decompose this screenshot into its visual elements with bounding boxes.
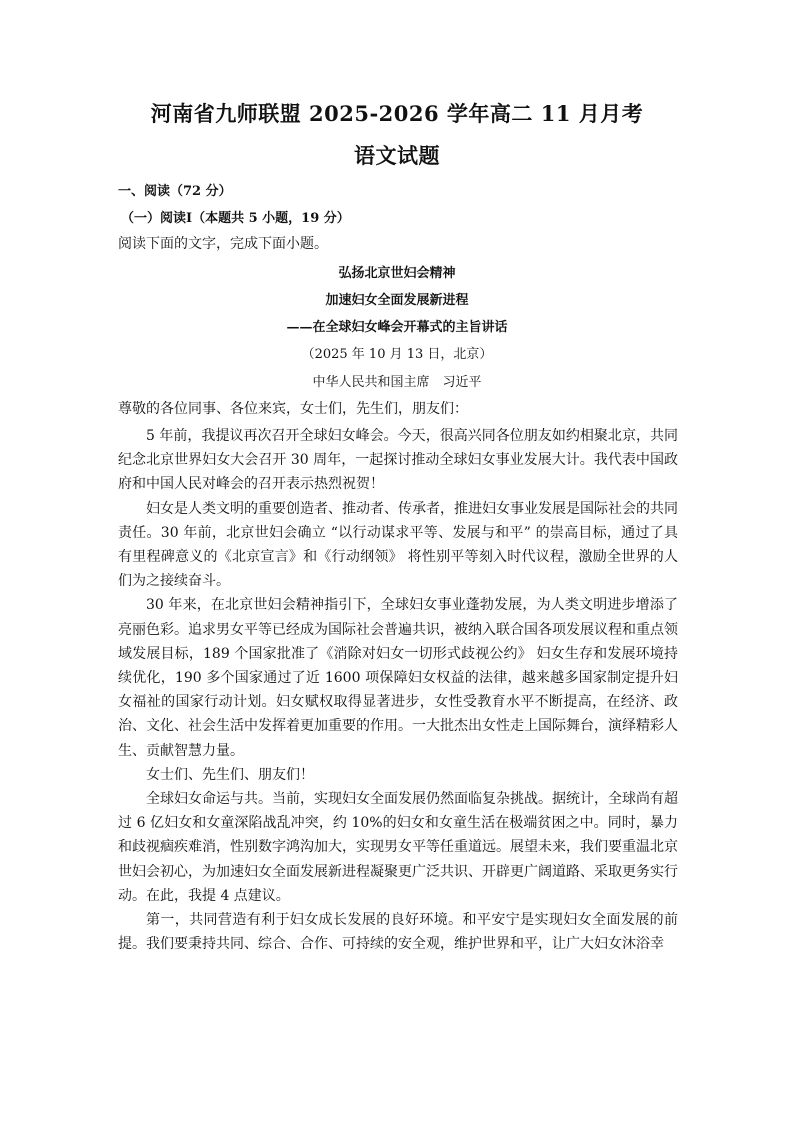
article-subtitle: ——在全球妇女峰会开幕式的主旨讲话	[286, 320, 508, 335]
article-paragraph: 5 年前，我提议再次召开全球妇女峰会。今天，很高兴同各位朋友如约相聚北京，共同纪念北京世界妇女大会召开 30 周年，一起探讨推动全球妇女事业发展大计。我代表中国政府和中国人民对峰会的召开表示热烈祝贺！	[118, 428, 678, 493]
article-title-line-2: 加速妇女全面发展新进程	[325, 293, 469, 308]
article-title-line-1: 弘扬北京世妇会精神	[338, 266, 456, 281]
exam-title: 河南省九师联盟 2025-2026 学年高二 11 月月考	[150, 101, 644, 126]
section-subheading-reading-1: （一）阅读Ⅰ（本题共 5 小题，19 分）	[121, 211, 350, 226]
article-paragraph: 妇女是人类文明的重要创造者、推动者、传承者，推进妇女事业发展是国际社会的共同责任。30 年前，北京世妇会确立 “以行动谋求平等、发展与和平” 的崇高目标，通过了具有里程碑意义的《北京宣言》和《行动纲领》 将性别平等刻入时代议程，激励全世界的人们为之接续奋斗。	[118, 500, 678, 590]
article-body	[118, 424, 678, 956]
exam-subject: 语文试题	[354, 143, 440, 168]
article-paragraph: 女士们、先生们、朋友们！	[146, 766, 314, 783]
article-date: （2025 年 10 月 13 日，北京）	[301, 347, 493, 362]
article-paragraph: 第一，共同营造有利于妇女成长发展的良好环境。和平安宁是实现妇女全面发展的前提。我们要秉持共同、综合、合作、可持续的安全观，维护世界和平，让广大妇女沐浴幸	[118, 912, 678, 953]
article-author: 中华人民共和国主席 习近平	[312, 375, 482, 390]
section-heading-reading: 一、阅读（72 分）	[118, 184, 232, 199]
article-salutation: 尊敬的各位同事、各位来宾，女士们，先生们，朋友们：	[118, 401, 468, 417]
article-paragraph: 全球妇女命运与共。当前，实现妇女全面发展仍然面临复杂挑战。据统计，全球尚有超过 6 亿妇女和女童深陷战乱冲突，约 10%的妇女和女童生活在极端贫困之中。同时，暴力和歧视痼疾难消，性别数字鸿沟加大，实现男女平等任重道远。展望未来，我们要重温北京世妇会初心，为加速妇女全面发展新进程凝聚更广泛共识、开辟更广阔道路、采取更务实行动。在此，我提 4 点建议。	[118, 791, 678, 904]
instruction-text: 阅读下面的文字，完成下面小题。	[118, 236, 328, 252]
article-paragraph: 30 年来，在北京世妇会精神指引下，全球妇女事业蓬勃发展，为人类文明进步增添了亮丽色彩。追求男女平等已经成为国际社会普遍共识，被纳入联合国各项发展议程和重点领域发展目标，189 个国家批准了《消除对妇女一切形式歧视公约》 妇女生存和发展环境持续优化，190 多个国家通过了近 1600 项保障妇女权益的法律，越来越多国家制定提升妇女福祉的国家行动计划。妇女赋权取得显著进步，女性受教育水平不断提高，在经济、政治、文化、社会生活中发挥着更加重要的作用。一大批杰出女性走上国际舞台，演绎精彩人生、贡献智慧力量。	[118, 597, 678, 759]
